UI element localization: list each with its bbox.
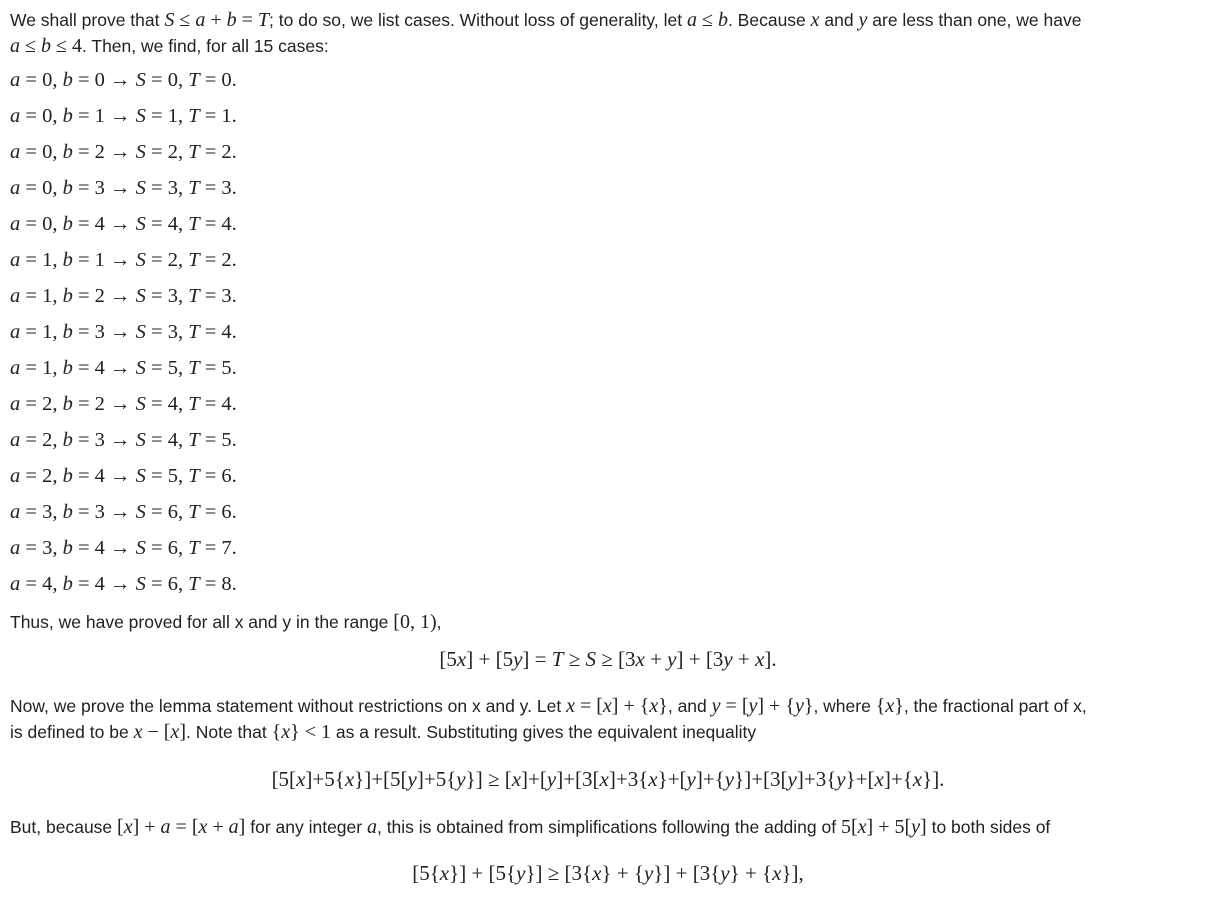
case-b-value: 0 — [94, 69, 105, 91]
para2-text-4: , the fractional part of x, — [903, 696, 1087, 716]
case-row: a = 3, b = 3 → S = 6, T = 6. — [10, 501, 237, 523]
intro-math-1: S ≤ a + b = T — [164, 9, 270, 31]
case-t-value: 3 — [221, 177, 232, 199]
case-b-value: 2 — [94, 141, 105, 163]
case-s-value: 4 — [167, 213, 178, 235]
case-s-value: 6 — [167, 573, 178, 595]
para2-line-1 — [10, 695, 1087, 717]
case-s-value: 2 — [167, 141, 178, 163]
case-row: a = 0, b = 2 → S = 2, T = 2. — [10, 141, 237, 163]
case-s-value: 4 — [167, 393, 178, 415]
para3-math-1: [x] + a = [x + a] — [117, 816, 246, 838]
case-a-value: 0 — [42, 69, 53, 91]
para2-line-2 — [10, 721, 756, 743]
case-s-value: 2 — [167, 249, 178, 271]
intro-math-3: x — [810, 9, 820, 31]
intro-line-1 — [10, 9, 1081, 31]
para3-text-3: , this is obtained from simplifications following the adding of — [376, 817, 837, 837]
case-row: a = 1, b = 3 → S = 3, T = 4. — [10, 321, 237, 343]
case-s-value: 3 — [167, 285, 178, 307]
para3-math-3: 5[x] + 5[y] — [840, 816, 927, 838]
thus-line — [10, 611, 442, 633]
case-a-value: 2 — [42, 465, 53, 487]
case-t-value: 5 — [221, 357, 232, 379]
case-s-value: 4 — [167, 429, 178, 451]
case-row: a = 0, b = 4 → S = 4, T = 4. — [10, 213, 237, 235]
case-row: a = 1, b = 4 → S = 5, T = 5. — [10, 357, 237, 379]
case-a-value: 1 — [42, 249, 53, 271]
intro-text-3: . Because — [727, 10, 806, 30]
case-t-value: 0 — [221, 69, 232, 91]
para3-text-1: But, because — [10, 817, 113, 837]
case-t-value: 4 — [221, 213, 232, 235]
case-a-value: 1 — [42, 357, 53, 379]
intro-text-1: We shall prove that — [10, 10, 160, 30]
case-b-value: 3 — [94, 429, 105, 451]
case-s-value: 6 — [167, 501, 178, 523]
intro-line-2 — [10, 35, 329, 57]
intro-math-2: a ≤ b — [686, 9, 728, 31]
case-t-value: 3 — [221, 285, 232, 307]
case-row: a = 0, b = 3 → S = 3, T = 3. — [10, 177, 237, 199]
para2-math-4: x − [x] — [133, 721, 186, 743]
case-t-value: 6 — [221, 465, 232, 487]
case-t-value: 1 — [221, 105, 232, 127]
case-a-value: 2 — [42, 393, 53, 415]
case-t-value: 8 — [221, 573, 232, 595]
case-t-value: 4 — [221, 321, 232, 343]
case-a-value: 0 — [42, 141, 53, 163]
case-s-value: 5 — [167, 357, 178, 379]
para3-text-2: for any integer — [250, 817, 363, 837]
case-a-value: 1 — [42, 321, 53, 343]
para2-math-5: {x} < 1 — [271, 721, 331, 743]
case-row: a = 2, b = 2 → S = 4, T = 4. — [10, 393, 237, 415]
intro-math-4: y — [858, 9, 868, 31]
case-row: a = 1, b = 1 → S = 2, T = 2. — [10, 249, 237, 271]
intro-text-4: and — [824, 10, 854, 30]
case-t-value: 7 — [221, 537, 232, 559]
para2-text-7: as a result. Substituting gives the equivalent inequality — [335, 722, 757, 742]
case-s-value: 3 — [167, 177, 178, 199]
intro-text-6: . Then, we find, for all 15 cases: — [81, 36, 329, 56]
case-t-value: 2 — [221, 249, 232, 271]
para2-text-2: , and — [667, 696, 707, 716]
equation-1: [5x] + [5y] = T ≥ S ≥ [3x + y] + [3y + x]. — [439, 647, 777, 671]
case-row: a = 0, b = 1 → S = 1, T = 1. — [10, 105, 237, 127]
case-a-value: 0 — [42, 213, 53, 235]
case-row: a = 2, b = 3 → S = 4, T = 5. — [10, 429, 237, 451]
case-s-value: 5 — [167, 465, 178, 487]
case-t-value: 5 — [221, 429, 232, 451]
case-row: a = 0, b = 0 → S = 0, T = 0. — [10, 69, 237, 91]
case-b-value: 2 — [94, 285, 105, 307]
case-t-value: 2 — [221, 141, 232, 163]
case-b-value: 1 — [94, 249, 105, 271]
para3-math-2: a — [366, 816, 377, 838]
case-b-value: 3 — [94, 501, 105, 523]
para2-math-2: y = [y] + {y} — [711, 695, 814, 717]
case-row: a = 4, b = 4 → S = 6, T = 8. — [10, 573, 237, 595]
thus-text: Thus, we have proved for all x and y in the range — [10, 612, 389, 632]
case-row: a = 1, b = 2 → S = 3, T = 3. — [10, 285, 237, 307]
case-row: a = 2, b = 4 → S = 5, T = 6. — [10, 465, 237, 487]
case-s-value: 1 — [167, 105, 178, 127]
case-b-value: 3 — [94, 177, 105, 199]
case-s-value: 3 — [167, 321, 178, 343]
case-a-value: 3 — [42, 537, 53, 559]
case-s-value: 6 — [167, 537, 178, 559]
case-b-value: 4 — [94, 357, 105, 379]
para3-text-4: to both sides of — [931, 817, 1051, 837]
para2-text-1: Now, we prove the lemma statement without restrictions on x and y. Let — [10, 696, 562, 716]
case-b-value: 1 — [94, 105, 105, 127]
intro-text-2: ; to do so, we list cases. Without loss of generality, let — [269, 10, 683, 30]
case-b-value: 2 — [94, 393, 105, 415]
intro-text-5: are less than one, we have — [872, 10, 1082, 30]
equation-3: [5{x}] + [5{y}] ≥ [3{x} + {y}] + [3{y} + {x}], — [412, 861, 804, 885]
case-t-value: 4 — [221, 393, 232, 415]
case-a-value: 4 — [42, 573, 53, 595]
case-b-value: 4 — [94, 465, 105, 487]
case-t-value: 6 — [221, 501, 232, 523]
case-b-value: 3 — [94, 321, 105, 343]
para2-math-1: x = [x] + {x} — [566, 695, 668, 717]
case-a-value: 3 — [42, 501, 53, 523]
case-a-value: 1 — [42, 285, 53, 307]
para2-text-5: is defined to be — [10, 722, 129, 742]
case-b-value: 4 — [94, 573, 105, 595]
thus-end: , — [436, 612, 442, 632]
equation-2: [5[x]+5{x}]+[5[y]+5{y}] ≥ [x]+[y]+[3[x]+3{x}+[y]+{y}]+[3[y]+3{y}+[x]+{x}]. — [271, 767, 945, 791]
intro-math-5: a ≤ b ≤ 4 — [10, 35, 82, 57]
para2-text-6: . Note that — [185, 722, 267, 742]
case-a-value: 2 — [42, 429, 53, 451]
case-b-value: 4 — [94, 213, 105, 235]
case-row: a = 3, b = 4 → S = 6, T = 7. — [10, 537, 237, 559]
para2-text-3: , where — [813, 696, 871, 716]
case-b-value: 4 — [94, 537, 105, 559]
case-s-value: 0 — [167, 69, 178, 91]
para2-math-3: {x} — [875, 695, 904, 717]
para3-line — [10, 816, 1050, 838]
range-math: [0, 1) — [393, 611, 437, 633]
case-a-value: 0 — [42, 105, 53, 127]
case-a-value: 0 — [42, 177, 53, 199]
